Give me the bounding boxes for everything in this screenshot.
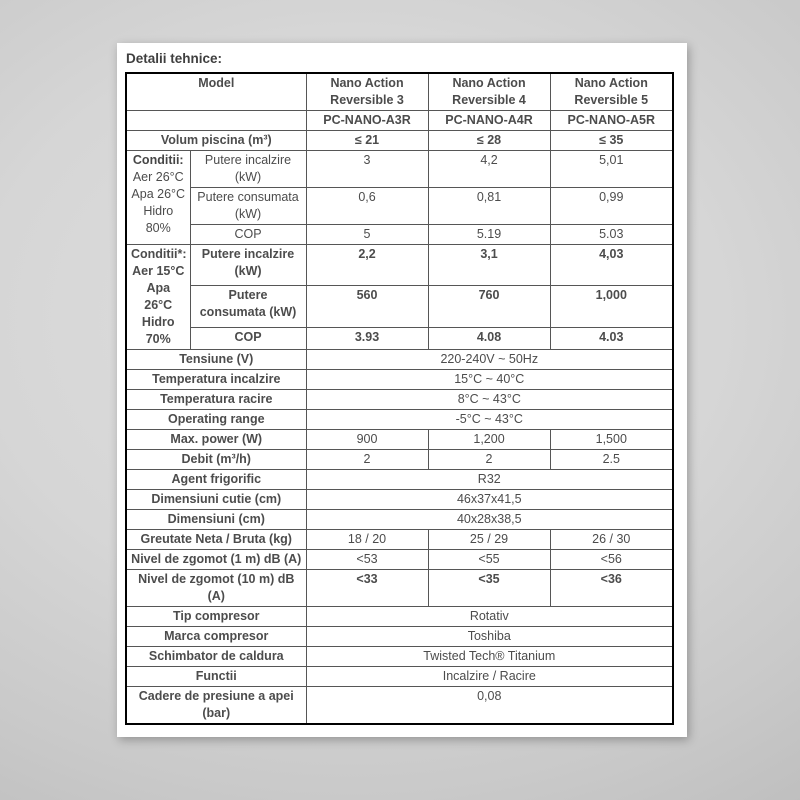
row-conditions1-putere-incalzire [126,151,673,188]
row-value: 3,1 [428,245,550,286]
row-conditions2-putere-incalzire [126,245,673,286]
row-marca-compresor [126,627,673,647]
product-code: PC-NANO-A4R [428,111,550,131]
row-value: 18 / 20 [306,530,428,550]
row-value: Rotativ [306,607,673,627]
row-label: Temperatura incalzire [126,370,306,390]
row-label: Debit (m³/h) [126,450,306,470]
row-conditions1-putere-consumata [126,188,673,225]
row-value: 2,2 [306,245,428,286]
row-dimensiuni [126,510,673,530]
row-value: 0,08 [306,687,673,725]
row-value: 0,99 [550,188,673,225]
row-value: 220-240V ~ 50Hz [306,350,673,370]
product-code: PC-NANO-A5R [550,111,673,131]
row-label: Temperatura racire [126,390,306,410]
row-tensiune [126,350,673,370]
row-schimbator [126,647,673,667]
row-value: R32 [306,470,673,490]
row-label: Volum piscina (m³) [126,131,306,151]
row-value: <55 [428,550,550,570]
product-code: PC-NANO-A3R [306,111,428,131]
row-label: Tip compresor [126,607,306,627]
row-label: Schimbator de caldura [126,647,306,667]
row-label: Functii [126,667,306,687]
conditions2-detail: Aer 15°C Apa 26°C Hidro 70% [132,264,185,346]
product-name: Nano Action Reversible 3 [306,73,428,111]
row-value: ≤ 28 [428,131,550,151]
row-label: Marca compresor [126,627,306,647]
row-value: <33 [306,570,428,607]
row-value: 2.5 [550,450,673,470]
row-value: ≤ 35 [550,131,673,151]
row-value: 4,03 [550,245,673,286]
row-label: Greutate Neta / Bruta (kg) [126,530,306,550]
row-value: 1,500 [550,430,673,450]
row-label: Putere consumata (kW) [190,286,306,327]
conditions1-cell [126,151,190,245]
row-value: 2 [306,450,428,470]
row-label: Putere consumata (kW) [190,188,306,225]
row-value: Twisted Tech® Titanium [306,647,673,667]
row-value: 560 [306,286,428,327]
row-label: Putere incalzire (kW) [190,245,306,286]
row-value: 15°C ~ 40°C [306,370,673,390]
row-value: 900 [306,430,428,450]
row-value: <56 [550,550,673,570]
row-agent-frigorific [126,470,673,490]
row-dimensiuni-cutie [126,490,673,510]
row-value: 0,81 [428,188,550,225]
row-value: 5.03 [550,225,673,245]
row-label: Cadere de presiune a apei (bar) [126,687,306,725]
row-value: 25 / 29 [428,530,550,550]
row-operating-range [126,410,673,430]
row-value: 5.19 [428,225,550,245]
row-value: 1,200 [428,430,550,450]
row-zgomot-1m [126,550,673,570]
row-value: 5,01 [550,151,673,188]
row-functii [126,667,673,687]
conditions1-detail: Aer 26°C Apa 26°C Hidro 80% [131,170,186,235]
specs-table [125,72,674,725]
row-zgomot-10m [126,570,673,607]
row-cadere-presiune [126,687,673,725]
row-model [126,73,673,111]
row-label: Nivel de zgomot (10 m) dB (A) [126,570,306,607]
row-conditions1-cop [126,225,673,245]
row-value: 40x28x38,5 [306,510,673,530]
product-name: Nano Action Reversible 5 [550,73,673,111]
row-value: 5 [306,225,428,245]
row-value: 26 / 30 [550,530,673,550]
product-name: Nano Action Reversible 4 [428,73,550,111]
model-header-label: Model [126,73,306,111]
row-label: COP [190,327,306,349]
row-label: Agent frigorific [126,470,306,490]
row-value: 3.93 [306,327,428,349]
row-label: Max. power (W) [126,430,306,450]
row-temperatura-incalzire [126,370,673,390]
conditions2-title: Conditii*: [131,247,187,261]
row-value: 4,2 [428,151,550,188]
row-value: 1,000 [550,286,673,327]
row-label: Dimensiuni (cm) [126,510,306,530]
row-label: Dimensiuni cutie (cm) [126,490,306,510]
row-label: COP [190,225,306,245]
row-label: Putere incalzire (kW) [190,151,306,188]
row-value: 2 [428,450,550,470]
row-value: 4.03 [550,327,673,349]
row-value: 0,6 [306,188,428,225]
row-volum-piscina [126,131,673,151]
row-value: ≤ 21 [306,131,428,151]
row-value: 4.08 [428,327,550,349]
row-tip-compresor [126,607,673,627]
row-value: Toshiba [306,627,673,647]
row-conditions2-cop [126,327,673,349]
row-debit [126,450,673,470]
row-value: 760 [428,286,550,327]
row-max-power [126,430,673,450]
empty-model-code-cell [126,111,306,131]
row-value: 46x37x41,5 [306,490,673,510]
row-greutate [126,530,673,550]
row-value: <36 [550,570,673,607]
conditions2-cell [126,245,190,350]
row-label: Nivel de zgomot (1 m) dB (A) [126,550,306,570]
row-temperatura-racire [126,390,673,410]
row-value: 8°C ~ 43°C [306,390,673,410]
page-title: Detalii tehnice: [126,51,223,66]
row-value: <35 [428,570,550,607]
conditions1-title: Conditii: [132,153,184,167]
row-value: -5°C ~ 43°C [306,410,673,430]
spec-card [117,43,687,737]
row-codes [126,111,673,131]
row-label: Tensiune (V) [126,350,306,370]
row-value: Incalzire / Racire [306,667,673,687]
row-value: 3 [306,151,428,188]
row-label: Operating range [126,410,306,430]
row-conditions2-putere-consumata [126,286,673,327]
row-value: <53 [306,550,428,570]
